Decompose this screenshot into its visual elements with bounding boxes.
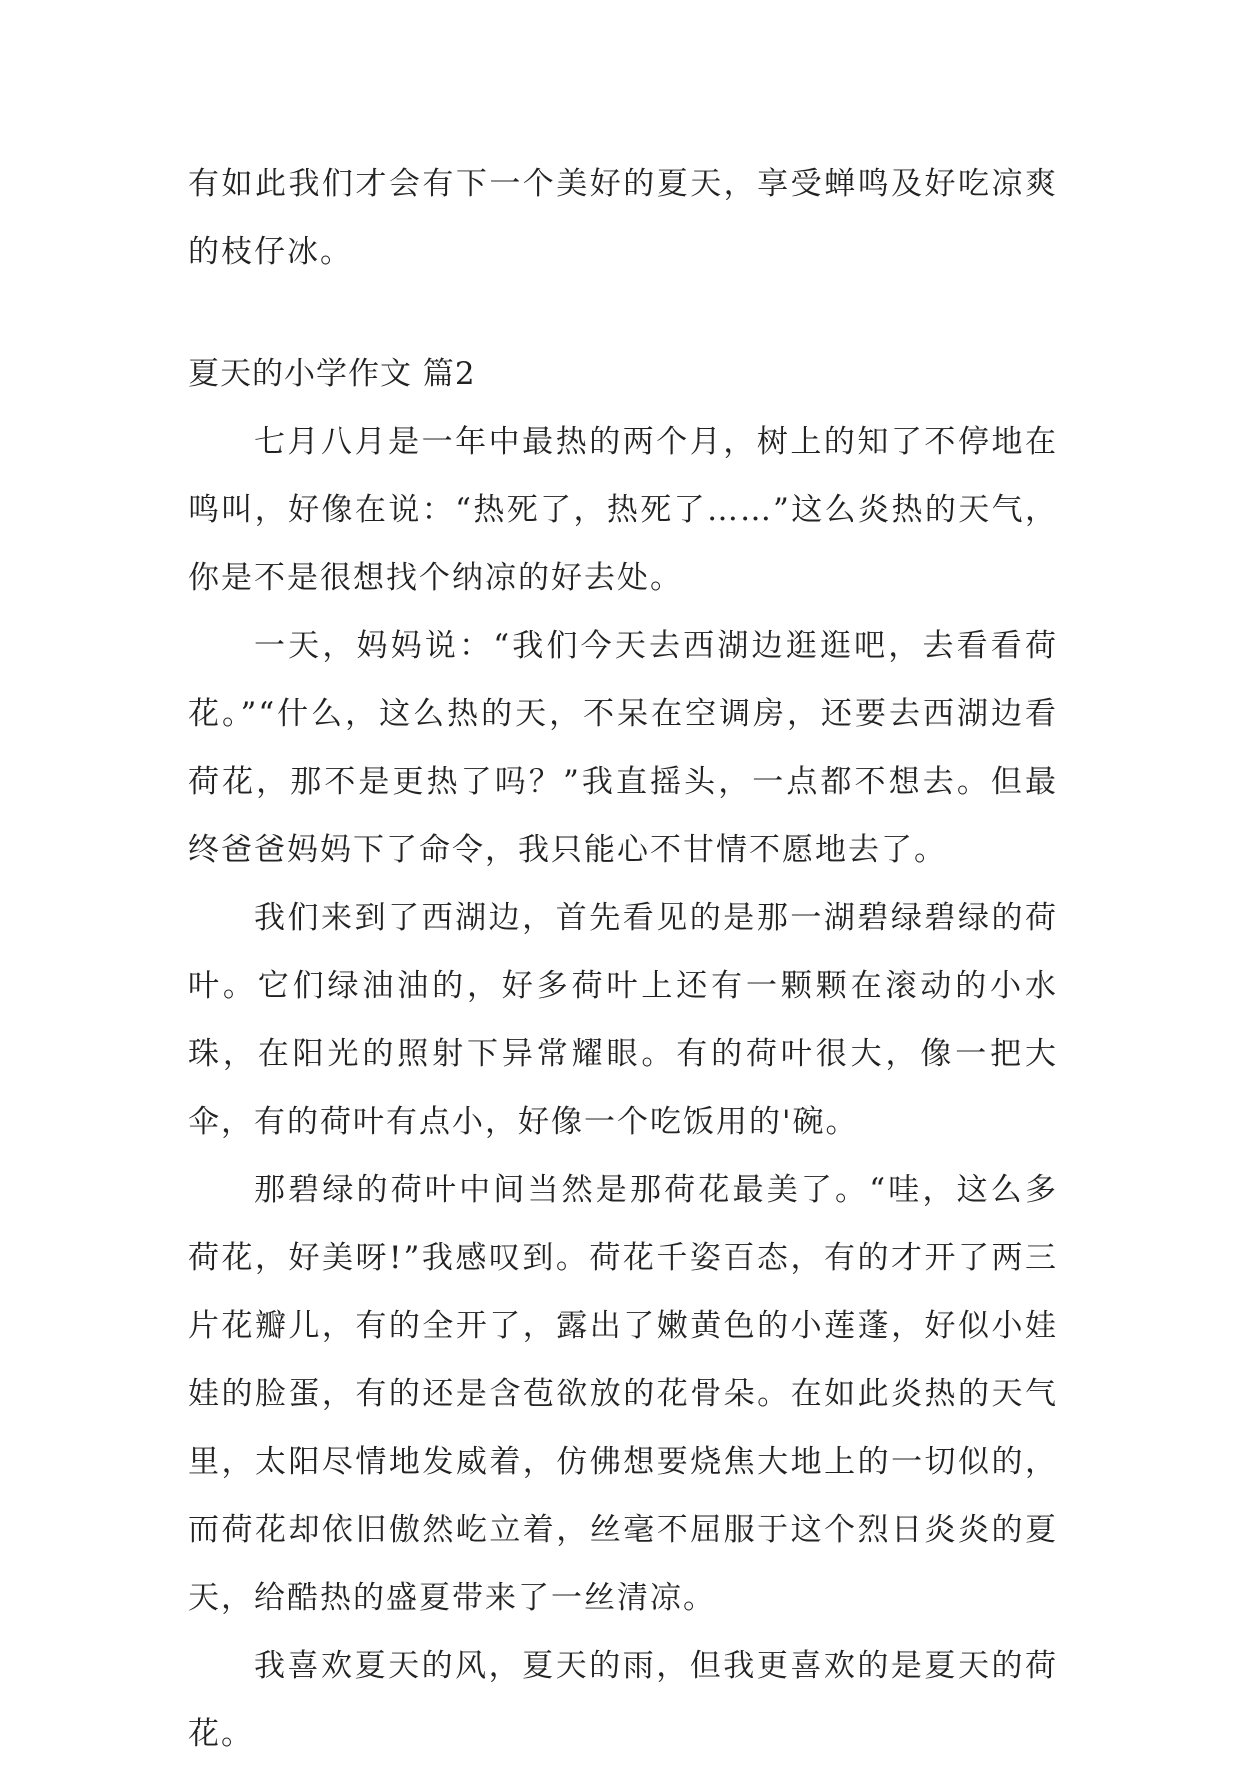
paragraph-5: 我喜欢夏天的风，夏天的雨，但我更喜欢的是夏天的荷花。 <box>188 1648 1058 1752</box>
paragraph-1: 七月八月是一年中最热的两个月，树上的知了不停地在鸣叫，好像在说：“热死了，热死了……”这么炎热的天气，你是不是很想找个纳凉的好去处。 <box>188 424 1058 596</box>
section-spacer <box>188 286 1058 340</box>
paragraph-4: 那碧绿的荷叶中间当然是那荷花最美了。“哇，这么多荷花，好美呀!”我感叹到。荷花千姿百态，有的才开了两三片花瓣儿，有的全开了，露出了嫩黄色的小莲蓬，好似小娃娃的脸蛋，有的还是含苞欲放的花骨朵。在如此炎热的天气里，太阳尽情地发威着，仿佛想要烧焦大地上的一切似的，而荷花却依旧傲然屹立着，丝毫不屈服于这个烈日炎炎的夏天，给酷热的盛夏带来了一丝清凉。 <box>188 1172 1058 1616</box>
document-body <box>188 150 1058 1768</box>
paragraph-3: 我们来到了西湖边，首先看见的是那一湖碧绿碧绿的荷叶。它们绿油油的，好多荷叶上还有一颗颗在滚动的小水珠，在阳光的照射下异常耀眼。有的荷叶很大，像一把大伞，有的荷叶有点小，好像一个吃饭用的'碗。 <box>188 900 1058 1140</box>
continuation-paragraph: 有如此我们才会有下一个美好的夏天，享受蝉鸣及好吃凉爽的枝仔冰。 <box>188 166 1058 270</box>
section-title: 夏天的小学作文 篇2 <box>188 356 476 392</box>
paragraph-2: 一天，妈妈说：“我们今天去西湖边逛逛吧，去看看荷花。”“什么，这么热的天，不呆在空调房，还要去西湖边看荷花，那不是更热了吗？”我直摇头，一点都不想去。但最终爸爸妈妈下了命令，我只能心不甘情不愿地去了。 <box>188 628 1058 868</box>
